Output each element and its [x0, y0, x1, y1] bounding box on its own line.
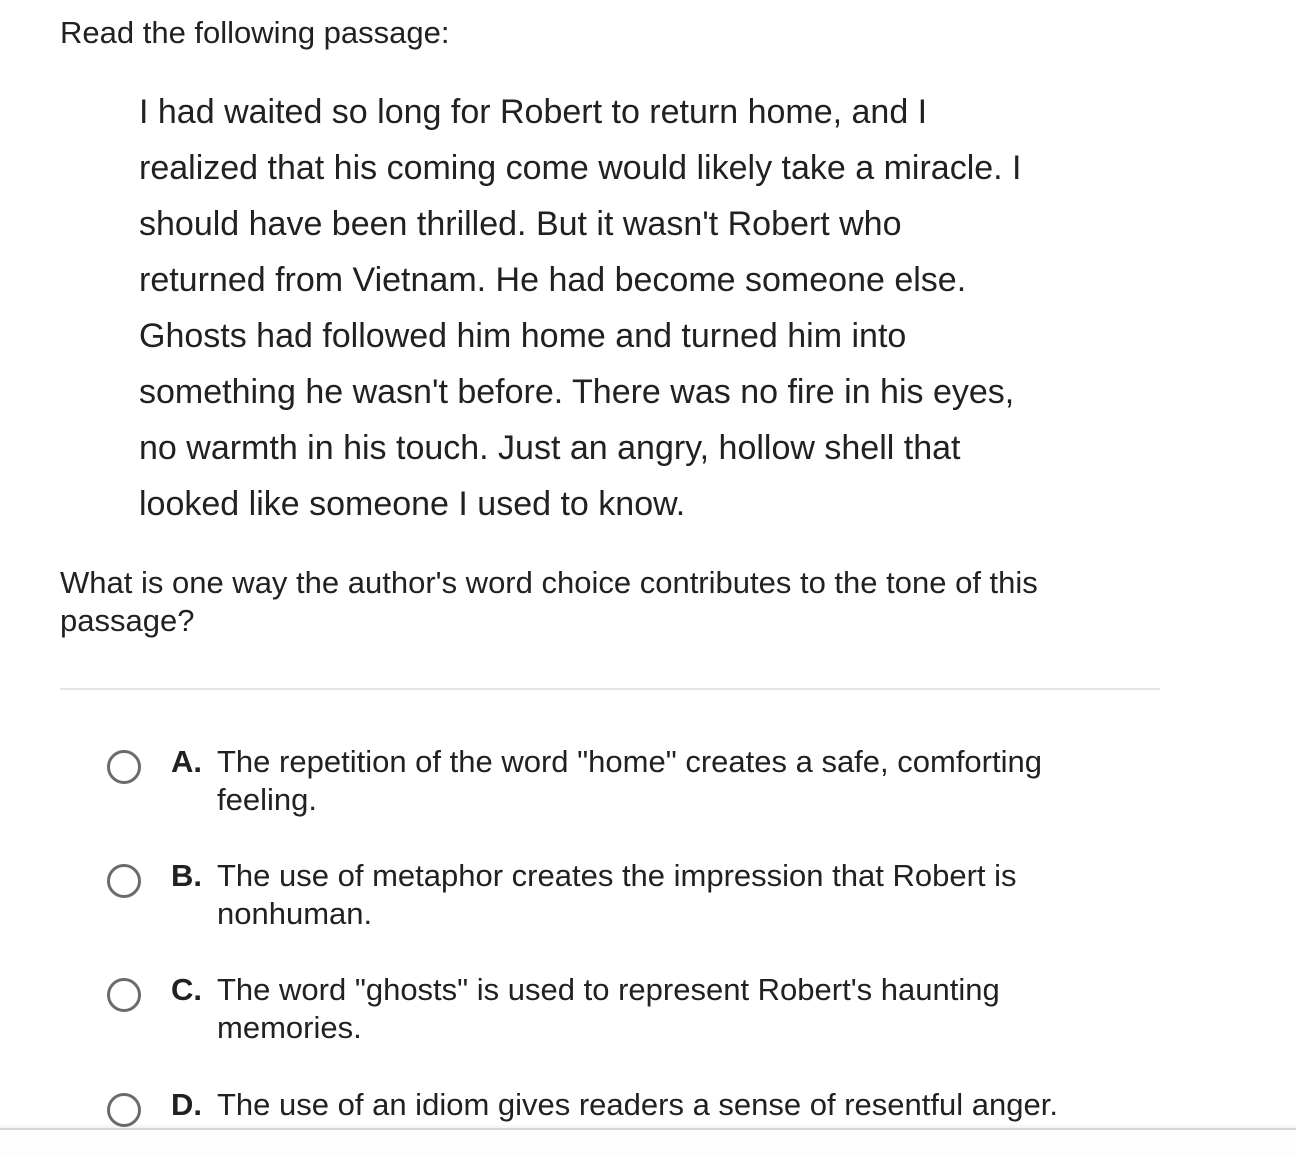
radio-button-c[interactable]	[107, 978, 141, 1012]
bottom-bar	[0, 1128, 1296, 1158]
option-text-line: nonhuman.	[217, 896, 373, 931]
passage-intro: Read the following passage:	[60, 15, 450, 50]
option-letter: A.	[171, 744, 202, 779]
passage-line: looked like someone I used to know.	[139, 485, 686, 523]
option-text	[217, 971, 1097, 1047]
option-text-line: feeling.	[217, 782, 317, 817]
option-text-line: The word "ghosts" is used to represent Robert's haunting	[217, 972, 1000, 1007]
option-text-line: memories.	[217, 1010, 362, 1045]
radio-button-a[interactable]	[107, 750, 141, 784]
radio-button-d[interactable]	[107, 1093, 141, 1127]
option-letter: D.	[171, 1087, 202, 1122]
passage-line: realized that his coming come would likely take a miracle. I	[139, 149, 1022, 187]
divider	[60, 688, 1160, 690]
option-letter: B.	[171, 858, 202, 893]
option-text	[217, 743, 1097, 819]
passage-line: should have been thrilled. But it wasn't Robert who	[139, 205, 902, 243]
option-text-line: The repetition of the word "home" creates a safe, comforting	[217, 744, 1042, 779]
question-prompt: What is one way the author's word choice contributes to the tone of this passage?	[60, 565, 1038, 638]
radio-button-b[interactable]	[107, 864, 141, 898]
option-text	[217, 1086, 1097, 1124]
passage-line: I had waited so long for Robert to return home, and I	[139, 93, 928, 131]
option-text-line: The use of metaphor creates the impression that Robert is	[217, 858, 1017, 893]
passage-line: returned from Vietnam. He had become someone else.	[139, 261, 967, 299]
option-text	[217, 857, 1097, 933]
option-text-line: The use of an idiom gives readers a sense of resentful anger.	[217, 1087, 1058, 1122]
option-letter: C.	[171, 972, 202, 1007]
passage-line: something he wasn't before. There was no fire in his eyes,	[139, 373, 1015, 411]
passage-text	[139, 84, 1099, 532]
passage-line: Ghosts had followed him home and turned him into	[139, 317, 907, 355]
passage-line: no warmth in his touch. Just an angry, hollow shell that	[139, 429, 961, 467]
